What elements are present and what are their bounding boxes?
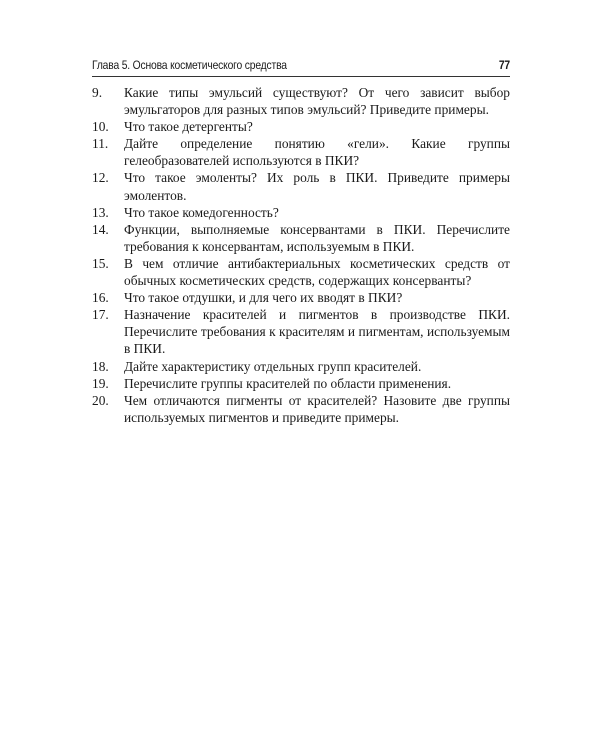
question-text: Что такое комедогенность?	[124, 204, 279, 220]
question-number: 9.	[92, 85, 103, 100]
question-item	[92, 392, 510, 426]
question-item	[92, 204, 510, 221]
question-text: Перечислите группы красителей по области применения.	[124, 375, 452, 391]
question-item	[92, 135, 510, 169]
question-number: 20.	[92, 392, 109, 408]
question-text: Чем отличаются пигменты от красителей? Назовите две группы используемых пигментов и приведите примеры.	[124, 392, 510, 425]
question-item	[92, 306, 510, 357]
page-number: 77	[498, 58, 510, 72]
question-number: 11.	[92, 136, 109, 152]
question-number: 12.	[92, 170, 109, 186]
question-item	[92, 84, 510, 118]
running-head	[92, 58, 510, 74]
question-number: 18.	[92, 358, 109, 374]
header-divider	[92, 76, 510, 77]
question-item	[92, 289, 510, 306]
review-questions-list	[92, 84, 510, 426]
question-number: 13.	[92, 204, 109, 220]
question-text: Дайте определение понятию «гели». Какие группы гелеобразователей используются в ПКИ?	[124, 136, 510, 169]
question-number: 19.	[92, 375, 109, 391]
question-text: В чем отличие антибактериальных косметических средств от обычных косметических средств, содержащих консерванты?	[124, 255, 510, 289]
question-number: 14.	[92, 221, 109, 237]
question-number: 16.	[92, 290, 109, 306]
chapter-title: Глава 5. Основа косметического средства	[92, 58, 287, 72]
question-item	[92, 255, 510, 289]
question-number: 10.	[92, 119, 109, 135]
question-item	[92, 375, 510, 392]
question-text: Какие типы эмульсий существуют? От чего зависит выбор эмульгаторов для разных типов эмульсий? Приведите примеры.	[124, 85, 510, 118]
question-text: Что такое отдушки, и для чего их вводят в ПКИ?	[124, 290, 403, 306]
question-text: Что такое детергенты?	[124, 119, 253, 135]
question-text: Назначение красителей и пигментов в производстве ПКИ. Перечислите требования к красителям и пигментам, используемым в ПКИ.	[124, 307, 510, 357]
question-number: 17.	[92, 307, 109, 323]
question-number: 15.	[92, 255, 109, 271]
question-item	[92, 221, 510, 255]
question-text: Что такое эмоленты? Их роль в ПКИ. Приведите примеры эмолентов.	[124, 170, 510, 203]
question-item	[92, 358, 510, 375]
question-text: Функции, выполняемые консервантами в ПКИ. Перечислите требования к консервантам, используемым в ПКИ.	[124, 221, 510, 254]
question-item	[92, 118, 510, 135]
question-text: Дайте характеристику отдельных групп красителей.	[124, 358, 422, 374]
question-item	[92, 169, 510, 203]
